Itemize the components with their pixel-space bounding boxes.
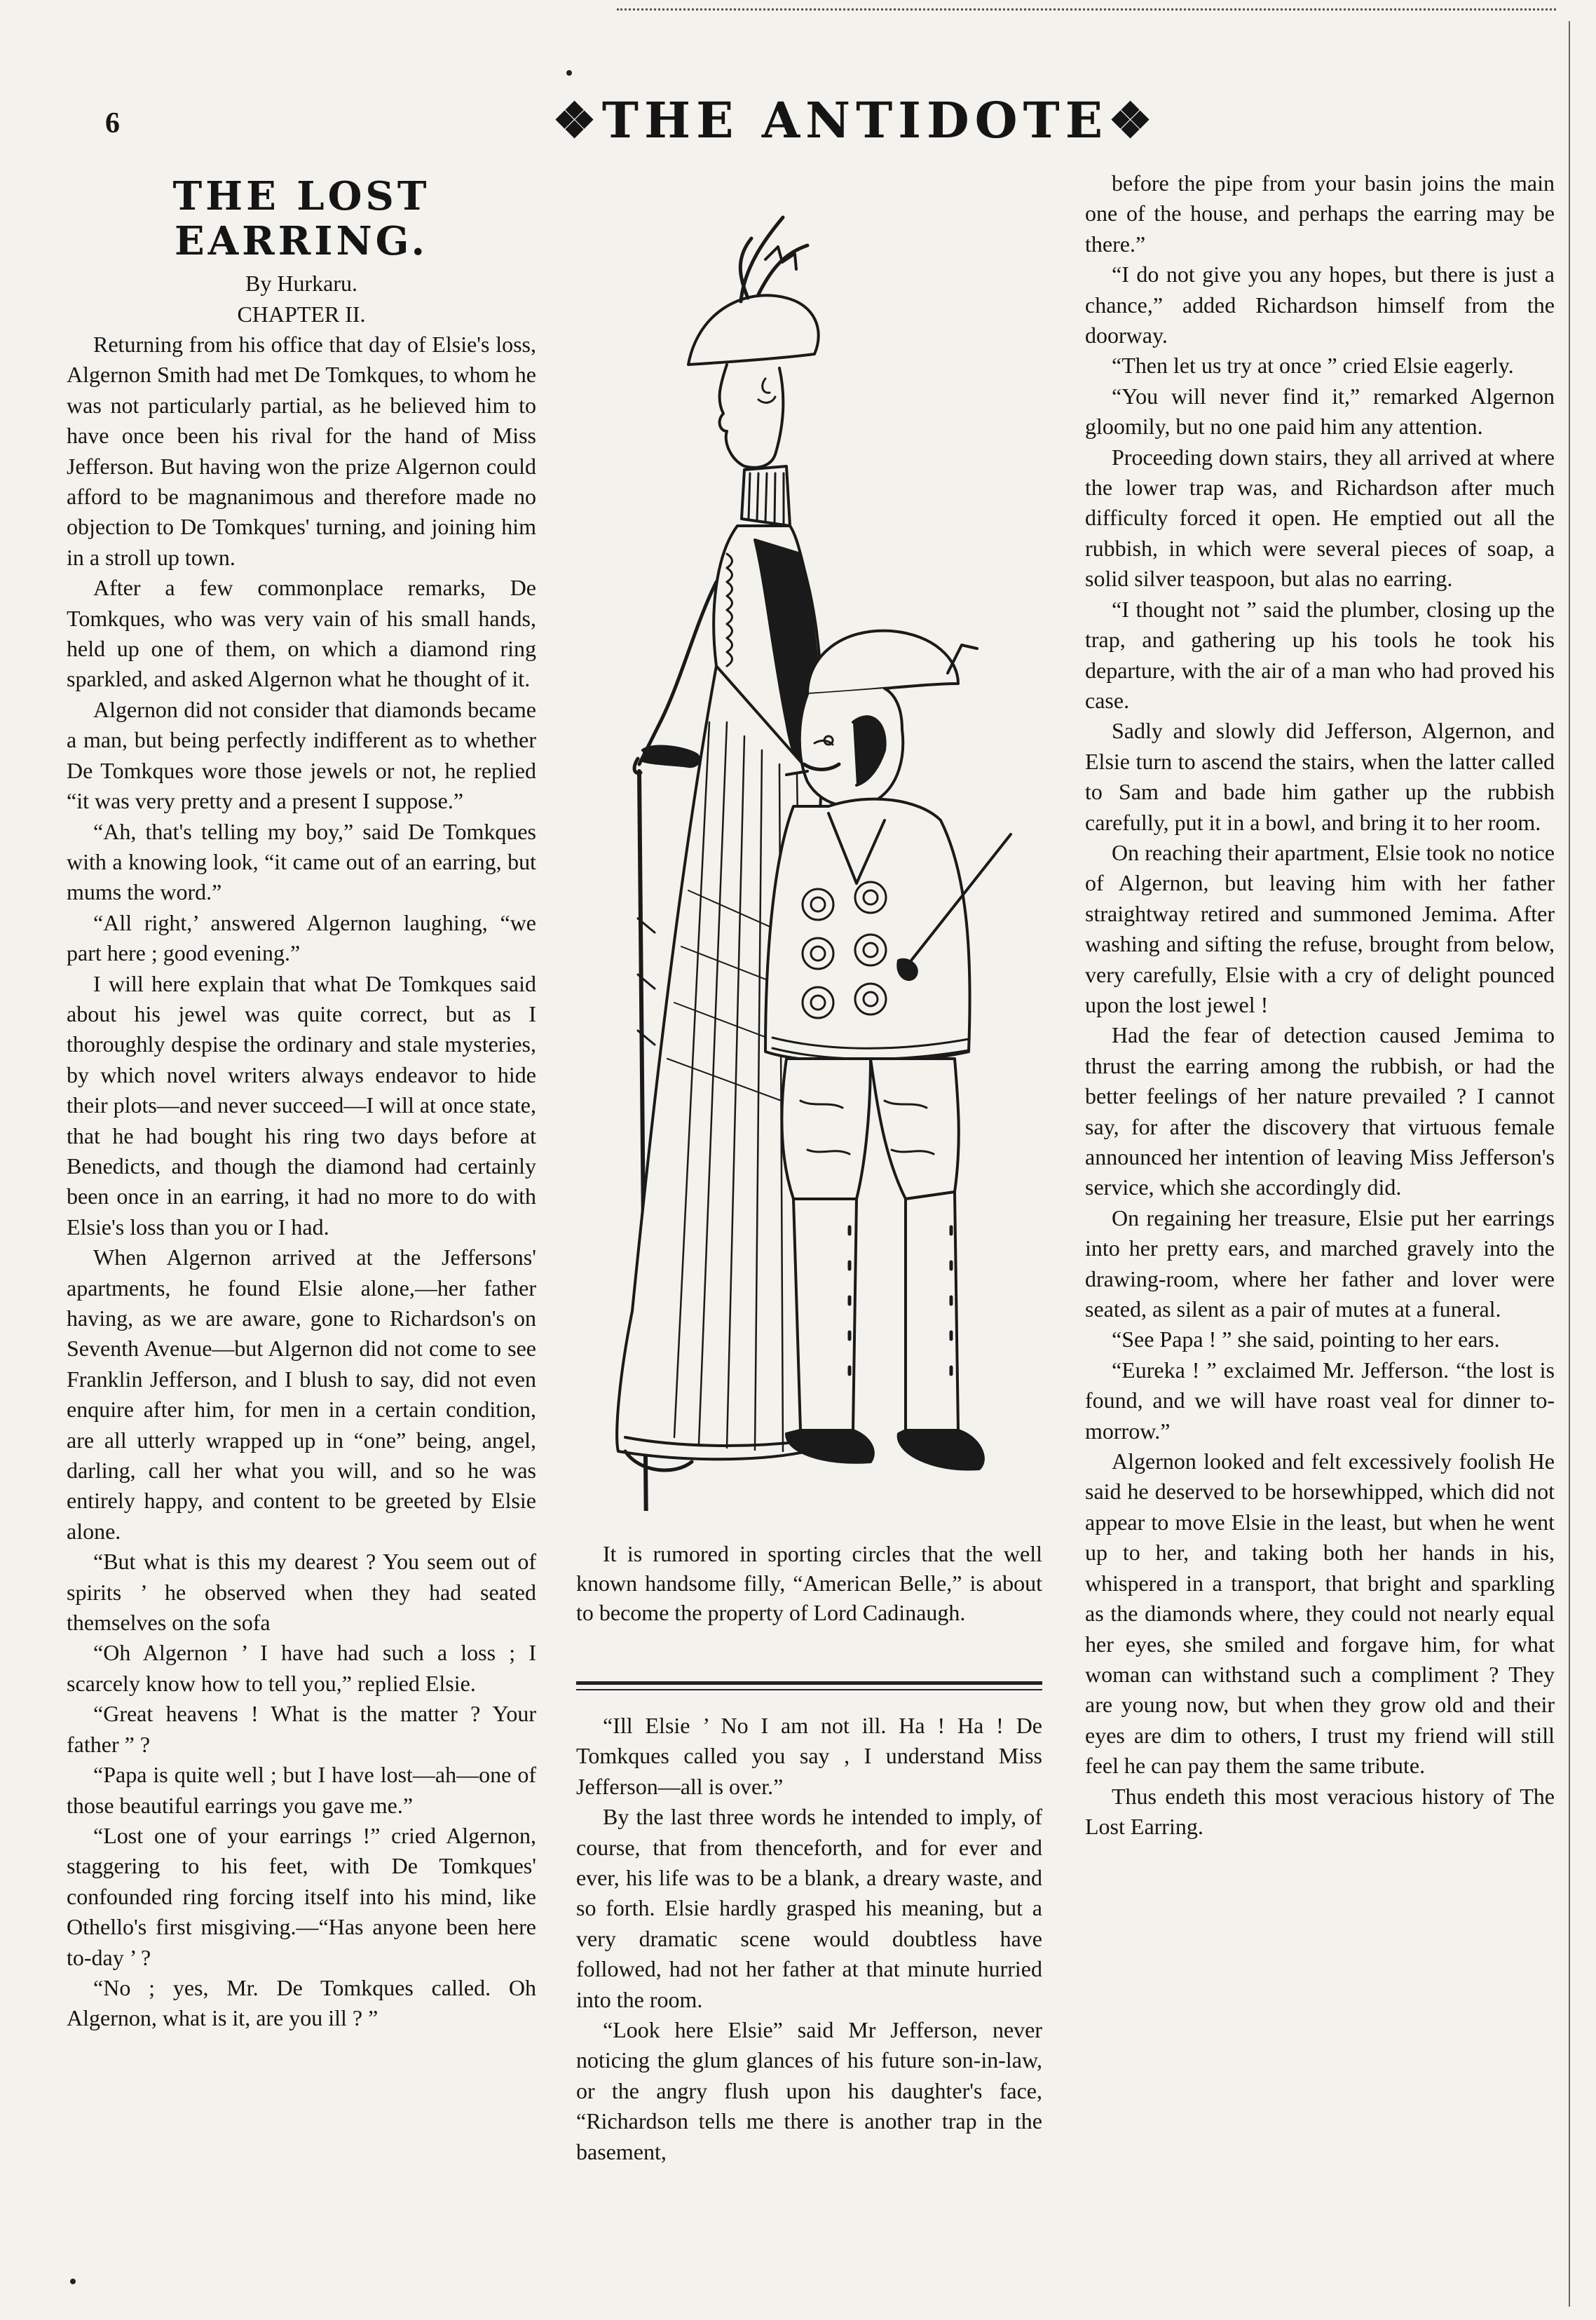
chapter-heading: CHAPTER II. bbox=[237, 301, 366, 327]
ink-speck bbox=[566, 70, 572, 76]
paragraph: Had the fear of detection caused Jemima to thrust the earring among the rubbish, or had the better feelings of her nature prevailed ? I cannot say, for after the discovery that virtuous female announced her intention of leaving Miss Jefferson's service, which she accordingly did. bbox=[1085, 1022, 1555, 1200]
paragraph: On regaining her treasure, Elsie put her earrings into her pretty ears, and marched gravely into the drawing-room, where her father and lover were seated, as silent as a pair of mutes at a funeral. bbox=[1085, 1205, 1555, 1322]
paragraph: On reaching their apartment, Elsie took no notice of Algernon, but leaving him with her father straightway retired and summoned Jemima. After washing and sifting the refuse, brought from below, very carefully, Elsie with a cry of delight pounced upon the lost jewel ! bbox=[1085, 839, 1555, 1017]
lady-and-gentleman-drawing bbox=[576, 189, 1042, 1511]
paragraph: After a few commonplace remarks, De Tomkques, who was very vain of his small hands, held up one of them, on which a diamond ring sparkled, and asked Algernon what he thought of it. bbox=[67, 575, 536, 692]
column-2 bbox=[576, 1711, 1042, 2167]
caption-text: It is rumored in sporting circles that the well known handsome filly, “American Belle,” is about to become the property of Lord Cadinaugh. bbox=[576, 1541, 1042, 1625]
paragraph: Algernon did not consider that diamonds became a man, but being perfectly indifferent as to whether De Tomkques wore those jewels or not, he replied “it was very pretty and a present I suppose.” bbox=[67, 696, 536, 814]
article-title: THE LOST EARRING. bbox=[172, 173, 430, 264]
paragraph: Thus endeth this most veracious history of The Lost Earring. bbox=[1085, 1783, 1555, 1839]
paragraph: “Ah, that's telling my boy,” said De Tomkques with a knowing look, “it came out of an earring, but mums the word.” bbox=[67, 818, 536, 905]
paragraph: “Eureka ! ” exclaimed Mr. Jefferson. “the lost is found, and we will have roast veal for dinner to-morrow.” bbox=[1085, 1357, 1555, 1444]
column-3 bbox=[1085, 168, 1555, 1842]
paragraph: “I do not give you any hopes, but there is just a chance,” added Richardson himself from the doorway. bbox=[1085, 262, 1555, 348]
paragraph: “Ill Elsie ’ No I am not ill. Ha ! Ha ! De Tomkques called you say , I understand Miss Jefferson—all is over.” bbox=[576, 1713, 1042, 1799]
top-border-rule bbox=[617, 8, 1556, 11]
paragraph: “Look here Elsie” said Mr Jefferson, never noticing the glum glances of his future son-in-law, or the angry flush upon his daughter's face, “Richardson tells me there is another trap in the basement, bbox=[576, 2017, 1042, 2164]
paragraph: “Lost one of your earrings !” cried Algernon, staggering to his feet, with De Tomkques' confounded ring forcing itself into his mind, like Othello's first misgiving.—“Has anyone been here to-day ’ ? bbox=[67, 1822, 536, 1970]
paragraph: “Oh Algernon ’ I have had such a loss ; I scarcely know how to tell you,” replied Elsie. bbox=[67, 1640, 536, 1696]
paragraph: “All right,’ answered Algernon laughing, “we part here ; good evening.” bbox=[67, 909, 536, 966]
masthead: ❖THE ANTIDOTE❖ bbox=[552, 91, 1158, 149]
column-1-body bbox=[67, 330, 536, 2034]
paragraph: “See Papa ! ” she said, pointing to her ears. bbox=[1112, 1327, 1500, 1352]
paragraph: Proceeding down stairs, they all arrived at where the lower trap was, and Richardson after much difficulty forced it open. He emptied out all the rubbish, in which were several pieces of soap, a solid silver teaspoon, but alas no earring. bbox=[1085, 444, 1555, 592]
page-number: 6 bbox=[105, 107, 120, 140]
paragraph: “I thought not ” said the plumber, closing up the trap, and gathering up his tools he took his departure, with the air of a man who had proved his case. bbox=[1085, 596, 1555, 713]
paragraph: Algernon looked and felt excessively foolish He said he deserved to be horsewhipped, which did not appear to move Elsie in the least, but when he went up to her, and taking both her hands in his, whispered in a transport, that bright and sparkling as the diamonds where, they could not nearly equal her eyes, she smiled and forgave him, for what woman can withstand such a compliment ? They are young now, but when they grow old and their eyes are dim to others, I trust my friend will still feel he can pay them the same tribute. bbox=[1085, 1449, 1555, 1779]
paragraph: “Then let us try at once ” cried Elsie eagerly. bbox=[1112, 353, 1514, 379]
paragraph: “But what is this my dearest ? You seem out of spirits ’ he observed when they had seated themselves on the sofa bbox=[67, 1549, 536, 1636]
illustration-caption bbox=[576, 1539, 1042, 1627]
paragraph: I will here explain that what De Tomkques said about his jewel was quite correct, but as I thoroughly despise the ordinary and stale mysteries, by which novel writers always endeavor to hide their plots—and never succeed—I will at once state, that he had bought his ring two days before at Benedicts, and though the diamond had certainly been once in an earring, it had no more to do with Elsie's loss than you or I had. bbox=[67, 970, 536, 1240]
paragraph: before the pipe from your basin joins the main one of the house, and perhaps the earring may be there.” bbox=[1085, 170, 1555, 257]
ink-speck bbox=[70, 2279, 76, 2284]
byline: By Hurkaru. bbox=[245, 271, 357, 296]
cartoon-illustration bbox=[576, 189, 1042, 1511]
section-divider bbox=[576, 1681, 1042, 1690]
paragraph: “Great heavens ! What is the matter ? Your father ” ? bbox=[67, 1701, 536, 1757]
paragraph: Returning from his office that day of Elsie's loss, Algernon Smith had met De Tomkques, to whom he was not particularly partial, as he believed him to have once been his rival for the hand of Miss Jefferson. But having won the prize Algernon could afford to be magnanimous and therefore made no objection to De Tomkques' turning, and joining him in a stroll up town. bbox=[67, 332, 536, 570]
paragraph: “No ; yes, Mr. De Tomkques called. Oh Algernon, what is it, are you ill ? ” bbox=[67, 1974, 536, 2031]
paragraph: “Papa is quite well ; but I have lost—ah—one of those beautiful earrings you gave me.” bbox=[67, 1762, 536, 1818]
paragraph: When Algernon arrived at the Jeffersons' apartments, he found Elsie alone,—her father having, as we are aware, gone to Richardson's on Seventh Avenue—but Algernon did not come to see Franklin Jefferson, and I blush to say, did not even enquire after him, for men in a certain condition, are all utterly wrapped up in “one” being, angel, darling, call her what you will, and so he was entirely happy, and content to be greeted by Elsie alone. bbox=[67, 1244, 536, 1544]
paragraph: By the last three words he intended to imply, of course, that from thenceforth, and for ever and ever, his life was to be a blank, a dreary waste, and so forth. Elsie hardly grasped his meaning, but a very dramatic scene would doubtless have followed, had not her father at that minute hurried into the room. bbox=[576, 1804, 1042, 2012]
column-1 bbox=[67, 168, 536, 2034]
paragraph: “You will never find it,” remarked Algernon gloomily, but no one paid him any attention. bbox=[1085, 383, 1555, 440]
right-border-rule bbox=[1569, 21, 1570, 2307]
paragraph: Sadly and slowly did Jefferson, Algernon, and Elsie turn to ascend the stairs, when the latter called to Sam and bade him gather up the rubbish carefully, put it in a bowl, and bring it to her room. bbox=[1085, 718, 1555, 835]
